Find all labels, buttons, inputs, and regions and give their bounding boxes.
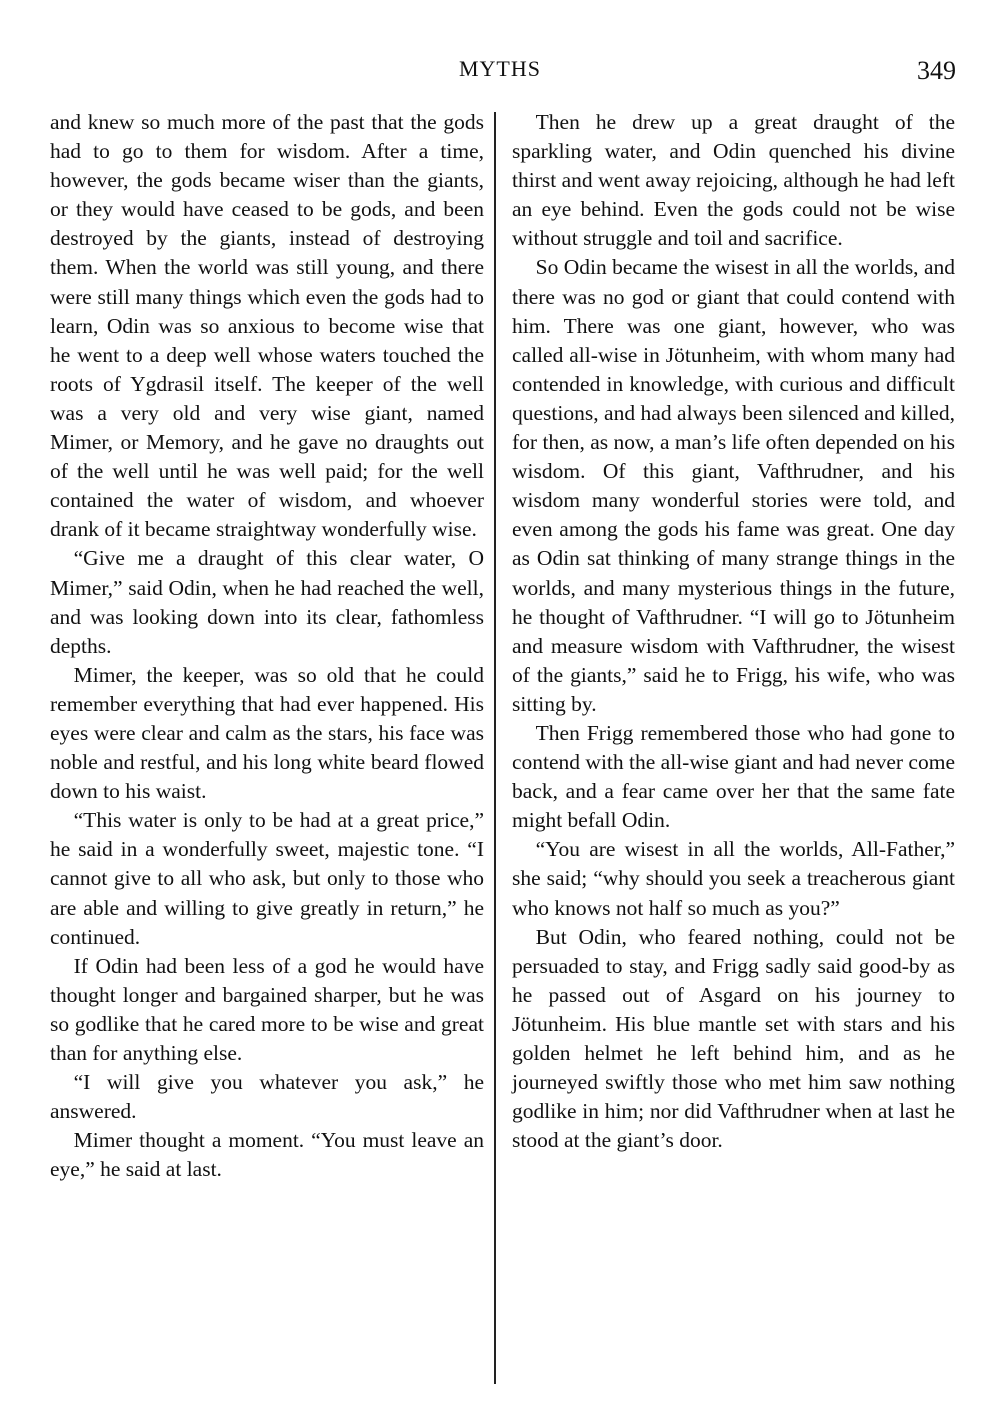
paragraph: Mimer thought a moment. “You must leave an eye,” he said at last. — [50, 1128, 484, 1182]
page-number: 349 — [917, 56, 956, 85]
paragraph: and knew so much more of the past that the gods had to go to them for wisdom. After a time, however, the gods became wiser than the giants, or they would have ceased to be gods, and been destroyed by the giants, instead of destroying them. When the world was still young, and there were still many things which even the gods had to learn, Odin was so anxious to become wise that he went to a deep well whose waters touched the roots of Ygdrasil itself. The keeper of the well was a very old and very wise giant, named Mimer, or Memory, and he gave no draughts out of the well until he was well paid; for the well contained the water of wisdom, and whoever drank of it became straightway wonderfully wise. — [50, 110, 484, 542]
page-header — [0, 56, 1000, 86]
paragraph: So Odin became the wisest in all the worlds, and there was no god or giant that could contend with him. There was one giant, however, who was called all-wise in Jötunheim, with whom many had contended in knowledge, with curious and difficult questions, and had always been silenced and killed, for then, as now, a man’s life often depended on his wisdom. Of this giant, Vafthrudner, and his wisdom many wonderful stories were told, and even among the gods his fame was great. One day as Odin sat thinking of many strange things in the worlds, and many mysterious things in the future, he thought of Vafthrudner. “I will go to Jötunheim and measure wisdom with Vafthrudner, the wisest of the giants,” said he to Frigg, his wife, who was sitting by. — [512, 255, 955, 716]
left-column — [50, 108, 484, 1184]
paragraph: “You are wisest in all the worlds, All-Father,” she said; “why should you seek a treacherous giant who knows not half so much as you?” — [512, 837, 955, 920]
paragraph: Then he drew up a great draught of the sparkling water, and Odin quenched his divine thirst and went away rejoicing, although he had left an eye behind. Even the gods could not be wise without struggle and toil and sacrifice. — [512, 110, 955, 251]
paragraph: Then Frigg remembered those who had gone to contend with the all-wise giant and had never come back, and a fear came over her that the same fate might befall Odin. — [512, 720, 955, 833]
paragraph: “I will give you whatever you ask,” he answered. — [50, 1070, 484, 1124]
paragraph: If Odin had been less of a god he would have thought longer and bargained sharper, but he was so godlike that he cared more to be wise and great than for anything else. — [50, 953, 484, 1065]
paragraph: But Odin, who feared nothing, could not be persuaded to stay, and Frigg sadly said good-by as he passed out of Asgard on his journey to Jötunheim. His blue mantle set with stars and his golden helmet he left behind him, and as he journeyed swiftly those who met him saw nothing godlike in him; nor did Vafthrudner when at last he stood at the giant’s door. — [512, 924, 955, 1153]
running-head: MYTHS — [458, 56, 541, 81]
paragraph: “This water is only to be had at a great price,” he said in a wonderfully sweet, majestic tone. “I cannot give to all who ask, but only to those who are able and willing to give greatly in return,” he continued. — [50, 808, 484, 949]
paragraph: Mimer, the keeper, was so old that he could remember everything that had ever happened. His eyes were clear and calm as the stars, his face was noble and restful, and his long white beard flowed down to his waist. — [50, 662, 484, 804]
right-column — [512, 108, 955, 1155]
column-divider — [494, 112, 496, 1384]
paragraph: “Give me a draught of this clear water, O Mimer,” said Odin, when he had reached the well, and was looking down into its clear, fathomless depths. — [50, 546, 484, 658]
